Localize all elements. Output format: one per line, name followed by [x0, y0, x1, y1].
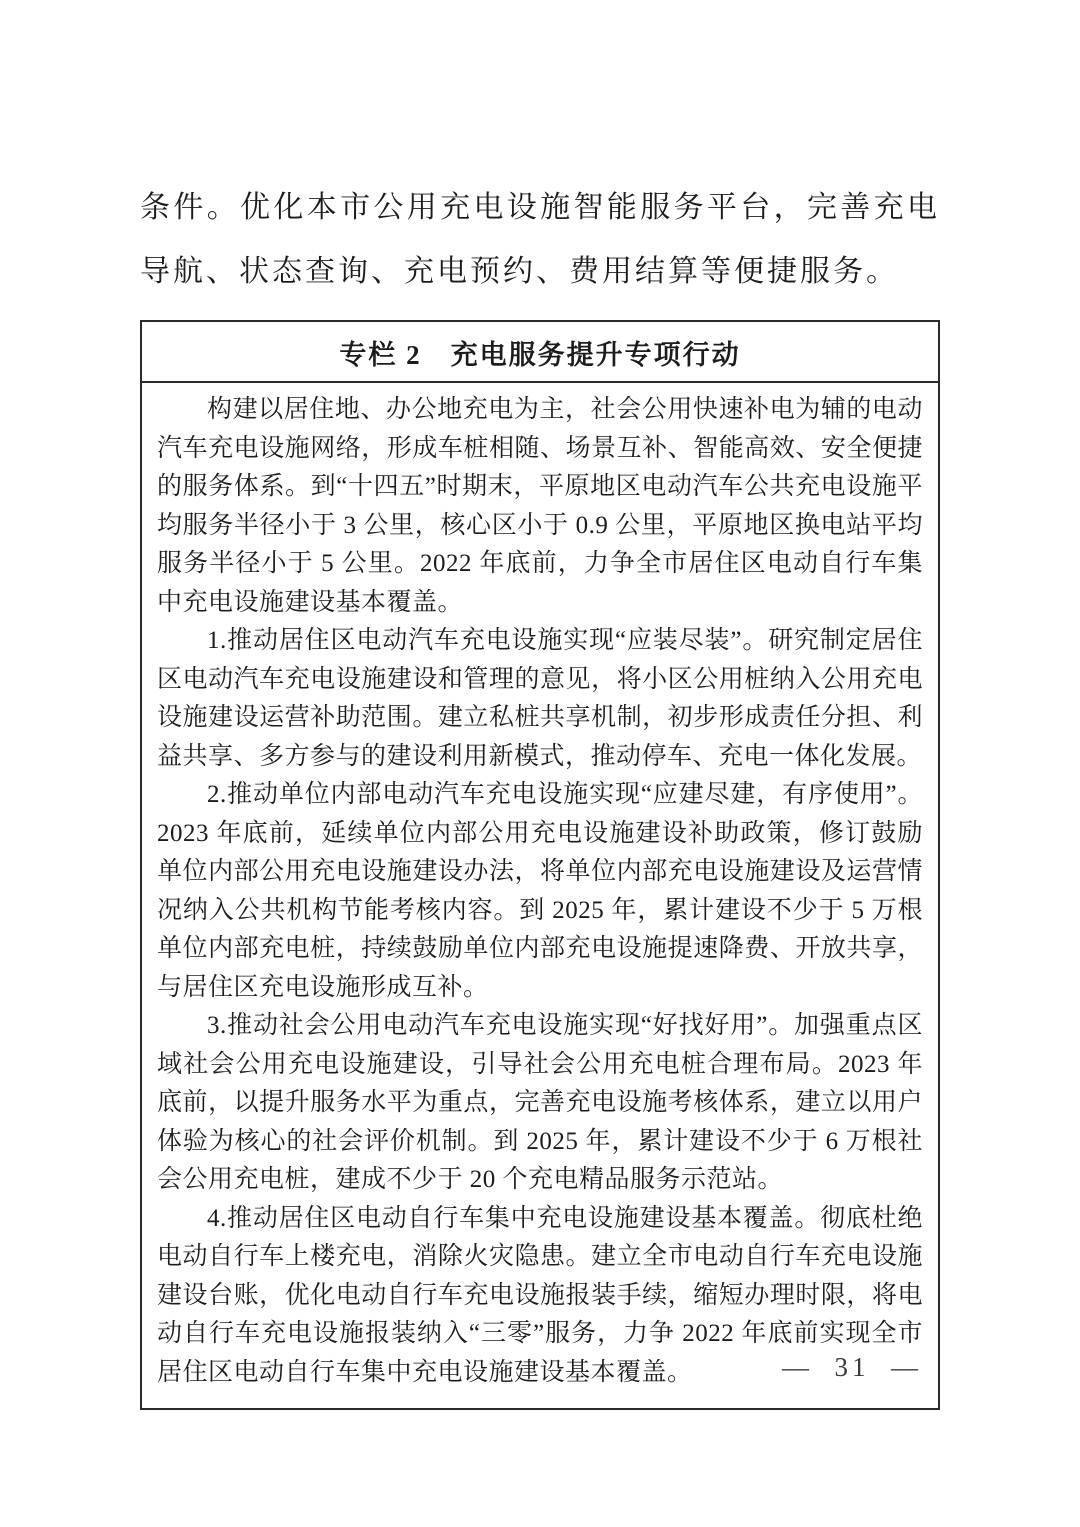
box-body [142, 383, 938, 1408]
box-paragraph-item-1: 1.推动居住区电动汽车充电设施实现“应装尽装”。研究制定居住区电动汽车充电设施建设和管理的意见，将小区公用桩纳入公用充电设施建设运营补助范围。建立私桩共享机制，初步形成责任分担、利益共享、多方参与的建设利用新模式，推动停车、充电一体化发展。 [157, 627, 923, 770]
page-number: — 31 — [782, 1352, 922, 1382]
box-paragraph-item-2: 2.推动单位内部电动汽车充电设施实现“应建尽建，有序使用”。2023 年底前，延续单位内部公用充电设施建设补助政策，修订鼓励单位内部公用充电设施建设办法，将单位内部充电设施建设及运营情况纳入公共机构节能考核内容。到 2025 年，累计建设不少于 5 万根单位内部充电桩，持续鼓励单位内部充电设施提速降费、开放共享，与居住区充电设施形成互补。 [157, 781, 923, 1001]
intro-paragraph: 条件。优化本市公用充电设施智能服务平台，完善充电导航、状态查询、充电预约、费用结算等便捷服务。 [140, 191, 940, 288]
page-content [140, 176, 940, 1410]
box-paragraph-item-3: 3.推动社会公用电动汽车充电设施实现“好找好用”。加强重点区域社会公用充电设施建设，引导社会公用充电桩合理布局。2023 年底前，以提升服务水平为重点，完善充电设施考核体系，建立以用户体验为核心的社会评价机制。到 2025 年，累计建设不少于 6 万根社会公用充电桩，建成不少于 20 个充电精品服务示范站。 [157, 1012, 923, 1193]
box-paragraph-overview: 构建以居住地、办公地充电为主，社会公用快速补电为辅的电动汽车充电设施网络，形成车桩相随、场景互补、智能高效、安全便捷的服务体系。到“十四五”时期末，平原地区电动汽车公共充电设施平均服务半径小于 3 公里，核心区小于 0.9 公里，平原地区换电站平均服务半径小于 5 公里。2022 年底前，力争全市居住区电动自行车集中充电设施建设基本覆盖。 [157, 396, 923, 616]
feature-box [140, 320, 940, 1410]
box-paragraph-item-4: 4.推动居住区电动自行车集中充电设施建设基本覆盖。彻底杜绝电动自行车上楼充电，消除火灾隐患。建立全市电动自行车充电设施建设台账，优化电动自行车充电设施报装手续，缩短办理时限，将电动自行车充电设施报装纳入“三零”服务，力争 2022 年底前实现全市居住区电动自行车集中充电设施建设基本覆盖。 [157, 1204, 923, 1386]
box-title: 专栏 2 充电服务提升专项行动 [142, 322, 938, 383]
